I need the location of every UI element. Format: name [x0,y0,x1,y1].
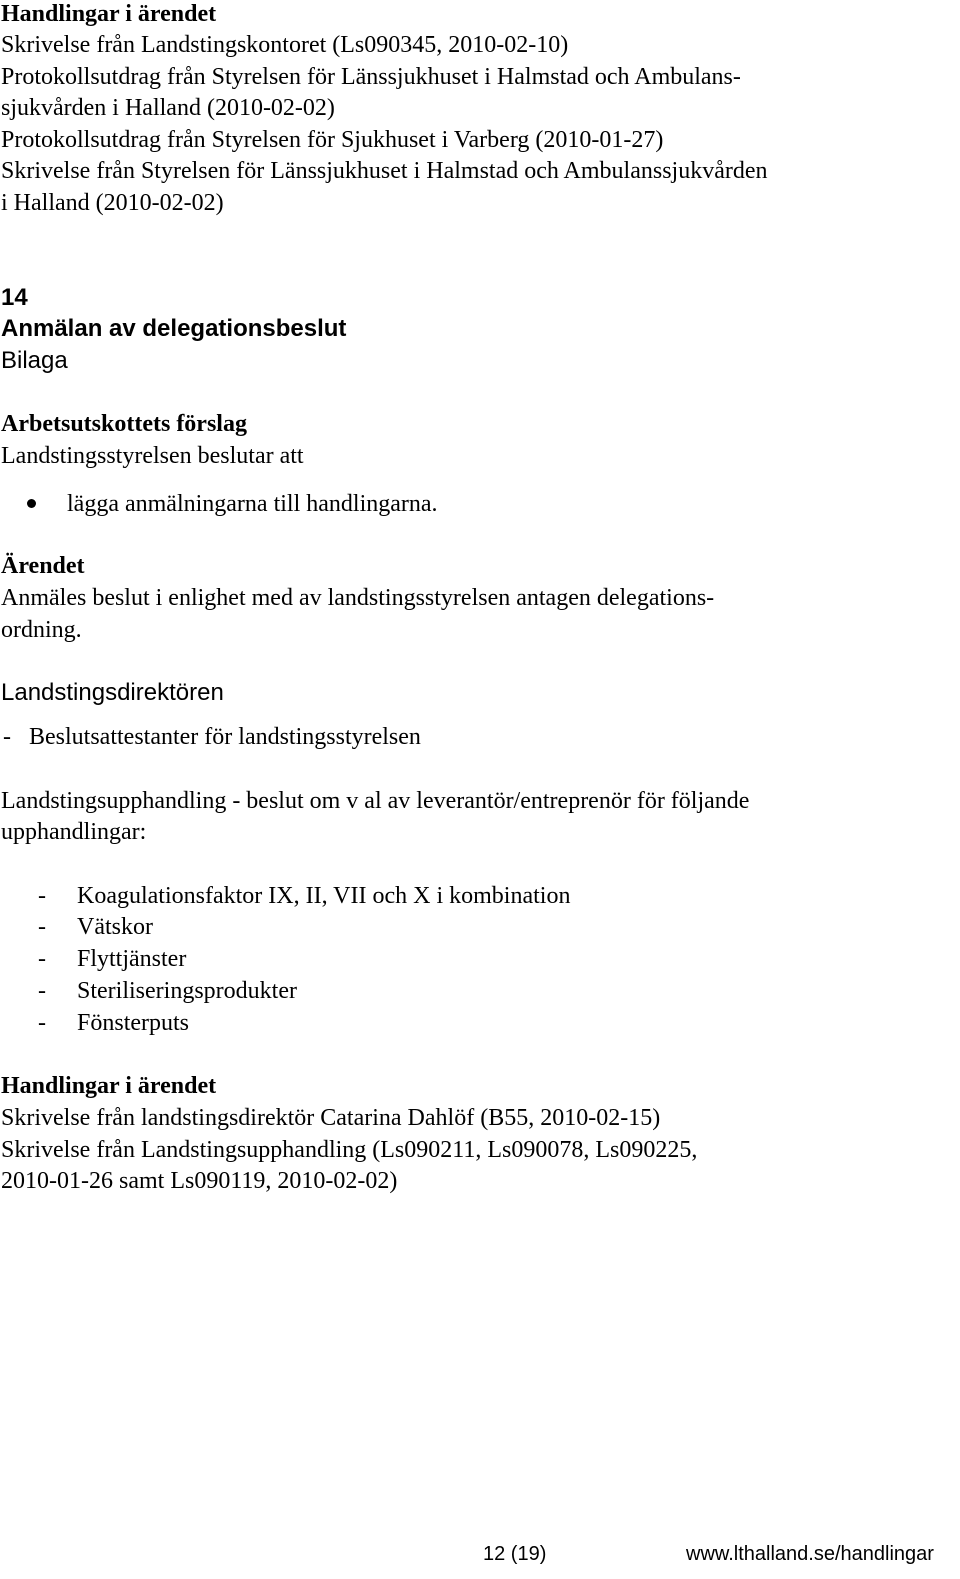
document-line: Skrivelse från Styrelsen för Länssjukhuset i Halmstad och Ambulanssjukvården [1,158,768,184]
document-line: i Halland (2010-02-02) [1,190,224,216]
dash-marker: - [38,978,46,1004]
procurement-item: Steriliseringsprodukter [77,978,297,1004]
procurement-item: Koagulationsfaktor IX, II, VII och X i kombination [77,883,571,909]
procurement-item: Fönsterputs [77,1010,190,1036]
matter-line: Anmäles beslut i enlighet med av landstingsstyrelsen antagen delegations- [1,585,715,611]
dash-marker: - [3,724,11,750]
document-line: Skrivelse från Landstingsupphandling (Ls090211, Ls090078, Ls090225, [1,1137,698,1163]
matter-line: ordning. [1,617,82,643]
document-line: Skrivelse från Landstingskontoret (Ls090345, 2010-02-10) [1,32,569,58]
bullet-icon [27,499,36,508]
procurement-item: Vätskor [77,914,153,940]
procurement-line: upphandlingar: [1,819,147,845]
item-attachment-label: Bilaga [1,347,68,374]
document-line: Skrivelse från landstingsdirektör Catarina Dahlöf (B55, 2010-02-15) [1,1105,661,1131]
item-title: Anmälan av delegationsbeslut [1,315,347,342]
dash-marker: - [38,946,46,972]
document-line: Protokollsutdrag från Styrelsen för Sjukhuset i Varberg (2010-01-27) [1,127,664,153]
dash-marker: - [38,1010,46,1036]
footer-url-link[interactable]: www.lthalland.se/handlingar [686,1543,934,1565]
procurement-item: Flyttjänster [77,946,187,972]
director-item-text: Beslutsattestanter för landstingsstyrelsen [29,724,421,750]
document-line: 2010-01-26 samt Ls090119, 2010-02-02) [1,1168,398,1194]
document-line: sjukvården i Halland (2010-02-02) [1,95,335,121]
page-number: 12 (19) [483,1543,547,1565]
matter-heading: Ärendet [1,553,85,579]
dash-marker: - [38,914,46,940]
section-heading-documents: Handlingar i ärendet [1,1073,217,1099]
procurement-line: Landstingsupphandling - beslut om v al av leverantör/entreprenör för följande [1,788,750,814]
dash-marker: - [38,883,46,909]
proposal-heading: Arbetsutskottets förslag [1,411,247,437]
director-heading: Landstingsdirektören [1,679,224,706]
proposal-bullet-item: lägga anmälningarna till handlingarna. [67,491,438,517]
item-number: 14 [1,284,28,311]
document-line: Protokollsutdrag från Styrelsen för Länssjukhuset i Halmstad och Ambulans- [1,64,741,90]
proposal-intro: Landstingsstyrelsen beslutar att [1,443,304,469]
section-heading-documents: Handlingar i ärendet [1,1,217,27]
